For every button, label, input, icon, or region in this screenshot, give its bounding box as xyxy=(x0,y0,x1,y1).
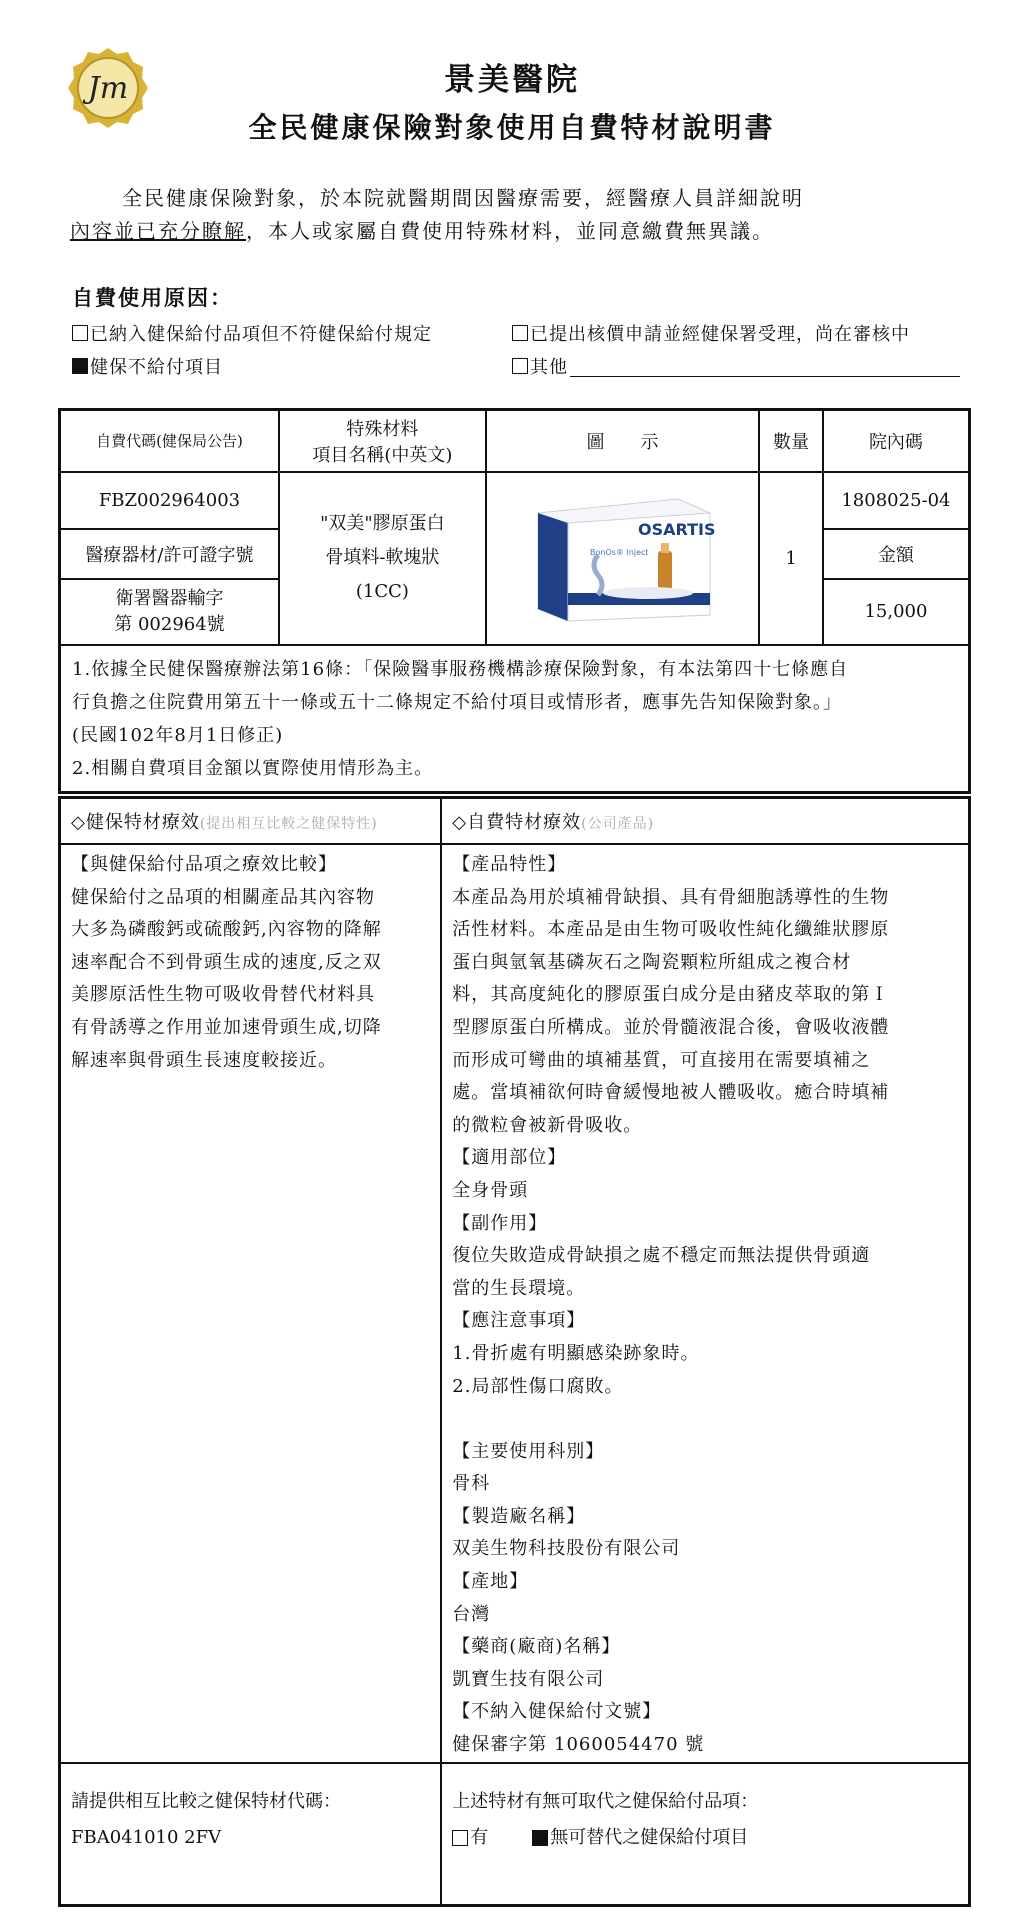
left-line: 【與健保給付品項之療效比較】 xyxy=(71,854,337,875)
footer-left xyxy=(60,1763,442,1906)
reason-option-4[interactable] xyxy=(512,353,960,379)
left-efficacy-text xyxy=(60,844,442,1763)
header-name xyxy=(279,410,486,472)
right-line: 2.局部性傷口腐敗。 xyxy=(452,1375,624,1397)
right-line: 【產品特性】 xyxy=(452,854,567,875)
note2: 2.相關自費項目金額以實際使用情形為主。 xyxy=(72,758,434,779)
left-head-note: (提出相互比較之健保特性) xyxy=(199,816,378,832)
hospital-code-value: 1808025-04 xyxy=(823,472,970,529)
note1-line2: 行負擔之住院費用第五十一條或五十二條規定不給付項目或情形者，應事先告知保險對象。」 xyxy=(72,692,842,713)
right-line: 活性材料。本產品是由生物可吸收性純化纖維狀膠原 xyxy=(452,919,890,941)
right-line: 蛋白與氫氧基磷灰石之陶瓷顆粒所組成之複合材 xyxy=(452,951,852,973)
note1-line1: 1.依據全民健保醫療辦法第16條：「保險醫事服務機構診療保險對象，有本法第四十七條應自 xyxy=(72,659,849,680)
right-line: 【不納入健保給付文號】 xyxy=(452,1701,662,1723)
license-label: 醫療器材/許可證字號 xyxy=(60,529,279,579)
regulation-notes xyxy=(58,643,971,791)
header-name-line2: 項目名稱(中英文) xyxy=(312,444,453,466)
right-head-label: ◇自費特材療效 xyxy=(452,812,582,833)
option-no-label: 無可替代之健保給付項目 xyxy=(550,1826,749,1848)
footer-left-value[interactable]: FBA041010 2FV xyxy=(71,1826,222,1848)
material-name-line3: (1CC) xyxy=(355,581,409,602)
svg-text:Jm: Jm xyxy=(87,71,129,106)
checkbox-4[interactable] xyxy=(512,358,528,374)
efficacy-table xyxy=(58,796,971,1907)
code-value: FBZ002964003 xyxy=(60,472,279,529)
product-brand: OSARTIS xyxy=(637,520,715,539)
reason-option-3-label: 健保不給付項目 xyxy=(90,357,223,378)
right-line: 當的生長環境。 xyxy=(452,1277,586,1299)
material-name-line1: "双美"膠原蛋白 xyxy=(320,513,445,534)
right-line: 【藥商(廠商)名稱】 xyxy=(452,1636,621,1658)
material-name-line2: 骨填料-軟塊狀 xyxy=(325,547,440,568)
license-value xyxy=(60,579,279,645)
header-name-line1: 特殊材料 xyxy=(346,418,419,440)
right-line: 【主要使用科別】 xyxy=(452,1440,605,1462)
quantity-value: 1 xyxy=(759,472,823,645)
right-line: 處。當填補欲何時會緩慢地被人體吸收。癒合時填補 xyxy=(452,1082,890,1104)
right-head-note: (公司產品) xyxy=(581,816,655,832)
right-line: 【產地】 xyxy=(452,1571,529,1593)
header-hospital-code: 院內碼 xyxy=(823,410,970,472)
checkbox-no-alternative[interactable] xyxy=(532,1830,548,1846)
amount-label: 金額 xyxy=(823,529,970,579)
amount-value: 15,000 xyxy=(823,579,970,645)
checkbox-1[interactable] xyxy=(72,325,88,341)
right-line: 而形成可彎曲的填補基質，可直接用在需要填補之 xyxy=(452,1049,871,1071)
left-head-label: ◇健保特材療效 xyxy=(71,812,200,833)
left-line: 解速率與骨頭生長速度較接近。 xyxy=(71,1049,337,1071)
right-line: 【副作用】 xyxy=(452,1212,548,1234)
reason-option-2[interactable] xyxy=(512,320,910,346)
right-line: 台灣 xyxy=(452,1603,491,1625)
product-image-cell xyxy=(486,472,759,645)
intro-line1: 全民健康保險對象，於本院就醫期間因醫療需要，經醫療人員詳細說明 xyxy=(122,186,804,210)
header-image: 圖 示 xyxy=(486,410,759,472)
material-name xyxy=(279,472,486,645)
reason-option-4-label: 其他 xyxy=(530,357,568,378)
right-line: 健保審字第 1060054470 號 xyxy=(452,1734,705,1756)
right-line: 的微粒會被新骨吸收。 xyxy=(452,1114,643,1136)
product-name: BonOs® Inject xyxy=(589,548,649,557)
right-line: 復位失敗造成骨缺損之處不穩定而無法提供骨頭適 xyxy=(452,1245,871,1267)
other-reason-line[interactable] xyxy=(570,356,960,377)
left-line: 有骨誘導之作用並加速骨頭生成,切降 xyxy=(71,1016,382,1038)
intro-line2: ，本人或家屬自費使用特殊材料，並同意繳費無異議。 xyxy=(246,219,774,243)
option-yes-label: 有 xyxy=(470,1826,489,1848)
right-head xyxy=(441,798,969,845)
product-box-image xyxy=(528,493,718,623)
reason-option-1-label: 已納入健保給付品項但不符健保給付規定 xyxy=(90,324,432,345)
right-line: 【製造廠名稱】 xyxy=(452,1505,586,1527)
document-title: 全民健康保險對象使用自費特材說明書 xyxy=(248,111,776,144)
reason-option-1[interactable] xyxy=(72,320,432,346)
right-line: 全身骨頭 xyxy=(452,1179,529,1201)
left-line: 大多為磷酸鈣或硫酸鈣,內容物的降解 xyxy=(71,919,382,941)
right-line: 型膠原蛋白所構成。並於骨髓液混合後，會吸收液體 xyxy=(452,1016,890,1038)
footer-right-label: 上述特材有無可取代之健保給付品項： xyxy=(452,1790,759,1812)
footer-left-label: 請提供相互比較之健保特材代碼： xyxy=(71,1790,341,1812)
intro-underlined: 內容並已充分瞭解 xyxy=(70,219,246,243)
footer-right xyxy=(441,1763,969,1906)
right-line: 凱寶生技有限公司 xyxy=(452,1668,605,1690)
right-efficacy-text xyxy=(441,844,969,1763)
header-code: 自費代碼(健保局公告) xyxy=(60,410,279,472)
checkbox-3[interactable] xyxy=(72,358,88,374)
reason-option-3[interactable] xyxy=(72,353,223,379)
reason-heading: 自費使用原因： xyxy=(72,285,233,310)
note1-line3: (民國102年8月1日修正) xyxy=(72,725,284,746)
right-line: 本產品為用於填補骨缺損、具有骨細胞誘導性的生物 xyxy=(452,886,890,908)
license-line2: 第 002964號 xyxy=(114,613,225,635)
checkbox-has-alternative[interactable] xyxy=(452,1830,468,1846)
reason-option-2-label: 已提出核價申請並經健保署受理，尚在審核中 xyxy=(530,324,910,345)
right-line: 【應注意事項】 xyxy=(452,1310,586,1332)
right-line: 【適用部位】 xyxy=(452,1147,567,1169)
license-line1: 衛署醫器輸字 xyxy=(115,587,224,609)
left-line: 健保給付之品項的相關產品其內容物 xyxy=(71,886,375,908)
hospital-name: 景美醫院 xyxy=(444,62,580,98)
left-head xyxy=(60,798,442,845)
intro-paragraph xyxy=(70,182,970,248)
right-line: 双美生物科技股份有限公司 xyxy=(452,1538,681,1560)
right-line: 1.骨折處有明顯感染跡象時。 xyxy=(452,1342,700,1364)
left-line: 美膠原活性生物可吸收骨替代材料具 xyxy=(71,984,375,1006)
right-line xyxy=(452,1403,960,1436)
left-line: 速率配合不到骨頭生成的速度,反之双 xyxy=(71,951,382,973)
checkbox-2[interactable] xyxy=(512,325,528,341)
right-line: 料，其高度純化的膠原蛋白成分是由豬皮萃取的第Ｉ xyxy=(452,984,890,1006)
header-qty: 數量 xyxy=(759,410,823,472)
right-line: 骨科 xyxy=(452,1473,491,1495)
